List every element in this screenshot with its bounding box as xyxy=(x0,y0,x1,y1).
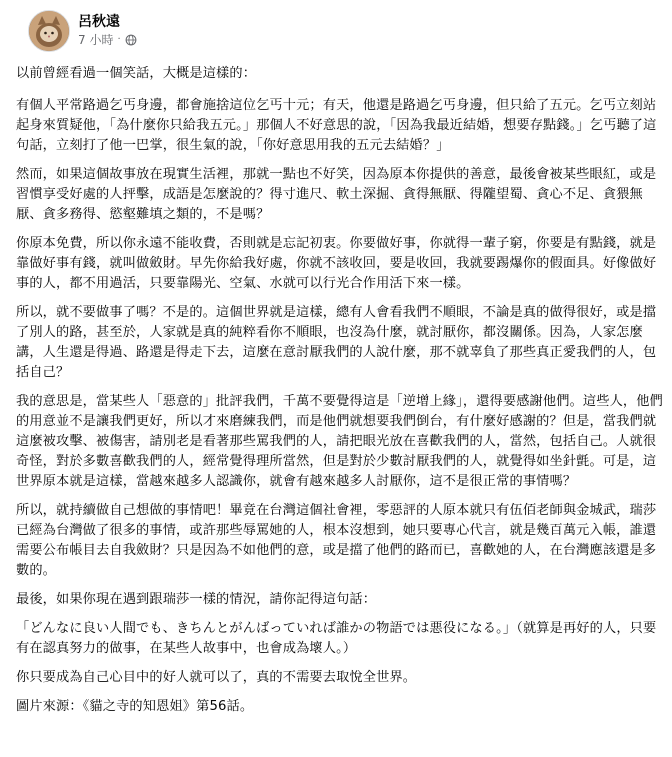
post-paragraph: 你原本免費，所以你永遠不能收費，否則就是忘記初衷。你要做好事，你就得一輩子窮，你要是有點錢，就是靠做好事有錢，就叫做斂財。早先你給我好處，你就不該收回，要是收回，我就要踢爆你的假面具。好像做好事的人，都不用過活，只要靠陽光、空氣、水就可以行光合作用活下來一樣。 xyxy=(16,236,657,291)
meta-separator: · xyxy=(117,34,121,45)
post-header xyxy=(16,0,660,50)
author-name[interactable]: 呂秋遠 xyxy=(78,14,120,30)
post-timestamp[interactable]: 7 小時 xyxy=(78,33,114,47)
post-body xyxy=(16,64,664,726)
post-paragraph: 我的意思是，當某些人「惡意的」批評我們，千萬不要覺得這是「逆增上緣」，還得要感謝他們。這些人，他們的用意並不是讓我們更好，所以才來磨練我們，而是他們就想要我們倒台，有什麼好感謝的？但是，當我們就這麼被攻擊、被傷害，請別老是看著那些罵我們的人，請把眼光放在喜歡我們的人，當然，包括自己。人就很奇怪，對於多數喜歡我們的人，經常覺得理所當然，但是對於少數討厭我們的人，就覺得如坐針氈。可是，這世界原本就是這樣，當越來越多人認識你，就會有越來越多人討厭你，這不是很正常的事情嗎？ xyxy=(16,394,663,489)
post-paragraph: 以前曾經看過一個笑話，大概是這樣的： xyxy=(16,66,257,81)
cat-avatar-icon xyxy=(29,11,69,51)
post-paragraph: 你只要成為自己心目中的好人就可以了，真的不需要去取悅全世界。 xyxy=(16,670,417,685)
globe-icon[interactable] xyxy=(125,34,137,46)
post-paragraph: 所以，就不要做事了嗎？不是的。這個世界就是這樣，總有人會看我們不順眼，不論是真的做得很好，或是擋了別人的路，甚至於，人家就是真的純粹看你不順眼，也沒為什麼，就討厭你，都沒關係。因為，人家怎麼講，人生還是得過、路還是得走下去，這麼在意討厭我們的人說什麼，那不就辜負了那些真正愛我們的人，包括自己？ xyxy=(16,305,657,380)
post-paragraph: 圖片來源：《貓之寺的知恩姐》第56話。 xyxy=(16,699,254,714)
post-meta xyxy=(78,31,137,48)
author-avatar[interactable] xyxy=(28,10,70,52)
post-paragraph: 「どんなに良い人間でも、きちんとがんばっていれば誰かの物語では悪役になる。」（就算是再好的人，只要有在認真努力的做事，在某些人故事中，也會成為壞人。） xyxy=(16,621,657,656)
post-paragraph: 最後，如果你現在遇到跟瑞莎一樣的情況，請你記得這句話： xyxy=(16,592,377,607)
post-paragraph: 所以，就持續做自己想做的事情吧！畢竟在台灣這個社會裡，零惡評的人原本就只有伍佰老師與金城武，瑞莎已經為台灣做了很多的事情，或許那些辱罵她的人，根本沒想到，她只要專心代言，就是幾百萬元入帳，誰還需要公布帳目去自我斂財？只是因為不如他們的意，或是擋了他們的路而已，喜歡她的人，在台灣應該還是多數的。 xyxy=(16,503,657,578)
post-paragraph: 有個人平常路過乞丐身邊，都會施捨這位乞丐十元；有天，他還是路過乞丐身邊，但只給了五元。乞丐立刻站起身來質疑他，「為什麼你只給我五元。」那個人不好意思的說，「因為我最近結婚，想要存點錢。」乞丐聽了這句話，立刻打了他一巴掌，很生氣的說，「你好意思用我的五元去結婚？」 xyxy=(16,98,657,153)
post-paragraph: 然而，如果這個故事放在現實生活裡，那就一點也不好笑，因為原本你提供的善意，最後會被某些眼紅，或是習慣享受好處的人抨擊，成語是怎麼說的？得寸進尺、軟土深掘、貪得無厭、得隴望蜀、貪心不足、貪猥無厭、貪多務得、慾壑難填之類的，不是嗎？ xyxy=(16,167,657,222)
